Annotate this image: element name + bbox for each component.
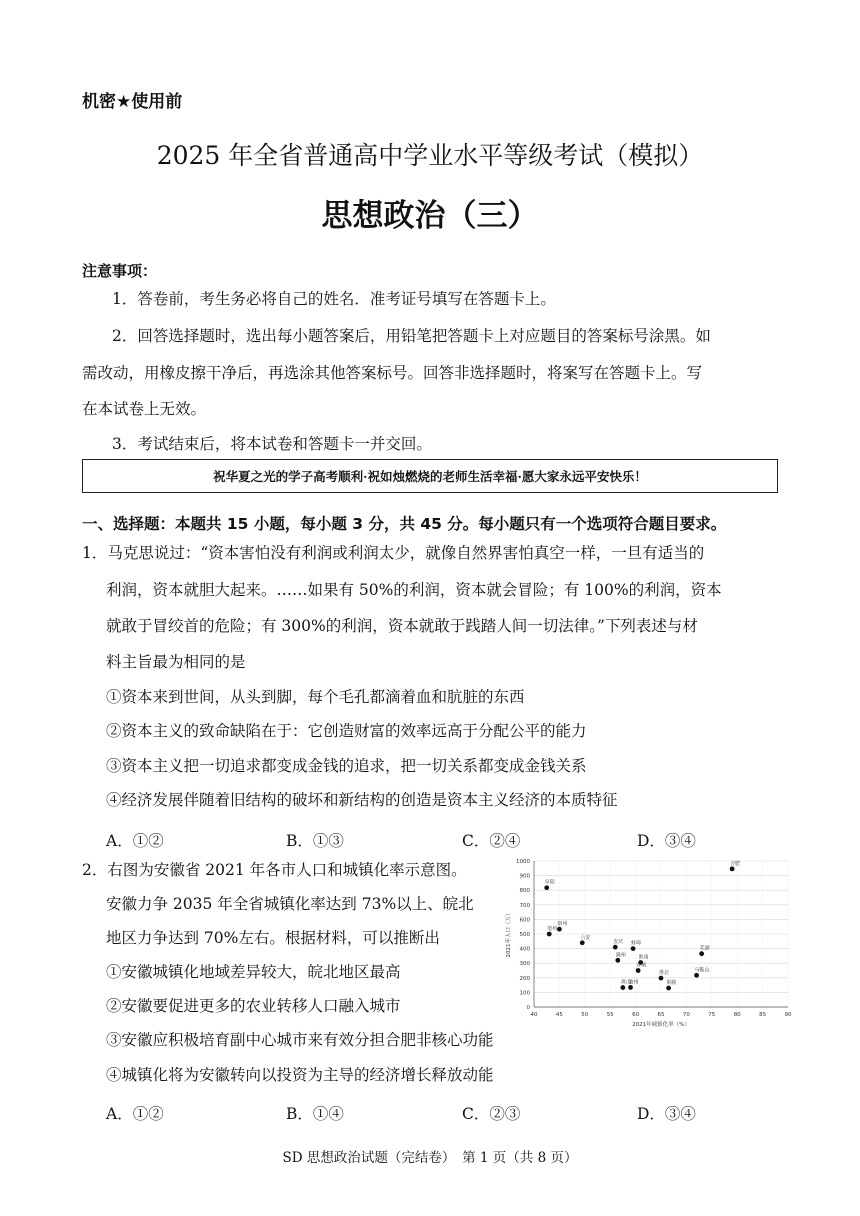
data-point-label: 宣城 (636, 962, 647, 969)
data-point-池州 (628, 985, 633, 990)
confidential-mark: 机密★使用前 (82, 92, 183, 112)
data-point-安庆 (613, 945, 618, 950)
q1-option-d[interactable]: D．③④ (637, 832, 696, 850)
data-point-label: 池州 (628, 979, 639, 986)
x-tick-label: 65 (657, 1012, 665, 1018)
data-point-label: 宿州 (557, 921, 568, 928)
data-point-label: 铜陵 (666, 980, 677, 987)
data-point-label: 合肥 (730, 860, 741, 867)
notes-item-2-line-3: 在本试卷上无效。 (82, 400, 207, 418)
data-point-滁州 (615, 958, 620, 963)
data-point-label: 黄山 (620, 979, 631, 986)
x-tick-label: 50 (581, 1012, 589, 1018)
q2-option-d[interactable]: D．③④ (637, 1105, 696, 1123)
q1-statement-1: ①资本来到世间，从头到脚，每个毛孔都滴着血和肮脏的东西 (106, 688, 525, 706)
q2-statement-2: ②安徽要促进更多的农业转移人口融入城市 (106, 997, 401, 1015)
q1-line-2: 利润，资本就胆大起来。……如果有 50%的利润，资本就会冒险；有 100%的利润，资本 (106, 581, 722, 599)
data-point-芜湖 (699, 951, 704, 956)
q2-line-3: 地区力争达到 70%左右。根据材料，可以推断出 (106, 929, 440, 947)
y-tick-label: 500 (519, 932, 530, 938)
data-point-label: 淮北 (659, 970, 670, 977)
q1-option-a[interactable]: A．①② (106, 832, 164, 850)
data-point-label: 马鞍山 (694, 967, 710, 974)
y-tick-label: 200 (519, 975, 530, 982)
q1-option-c[interactable]: C．②④ (462, 832, 521, 850)
data-point-亳州 (547, 932, 552, 937)
y-tick-label: 800 (519, 888, 530, 895)
y-tick-label: 0 (526, 1005, 530, 1011)
data-point-label: 六安 (580, 934, 591, 941)
y-tick-label: 300 (519, 961, 530, 968)
x-tick-label: 45 (555, 1012, 563, 1018)
notes-heading: 注意事项： (82, 262, 158, 280)
q2-statement-1: ①安徽城镇化地域差异较大，皖北地区最高 (106, 963, 401, 981)
notes-item-3: 3．考试结束后，将本试卷和答题卡一并交回。 (112, 435, 432, 453)
data-point-合肥 (730, 866, 735, 871)
data-point-label: 亳州 (547, 926, 558, 932)
q1-statement-3: ③资本主义把一切追求都变成金钱的追求，把一切关系都变成金钱关系 (106, 757, 587, 775)
data-point-label: 淮南 (638, 954, 649, 961)
data-point-铜陵 (666, 986, 671, 991)
q2-option-b[interactable]: B．①④ (286, 1105, 344, 1123)
q1-statement-4: ④经济发展伴随着旧结构的破坏和新结构的创造是资本主义经济的本质特征 (106, 791, 618, 809)
data-point-淮北 (659, 976, 664, 981)
y-axis-label: 2021年人口（万） (506, 910, 512, 958)
x-tick-label: 55 (606, 1012, 614, 1018)
data-point-label: 芜湖 (699, 945, 710, 952)
population-urbanization-chart (500, 855, 796, 1030)
notes-item-2-line-1: 2．回答选择题时，选出每小题答案后，用铅笔把答题卡上对应题目的答案标号涂黑。如 (112, 327, 711, 345)
data-point-黄山 (621, 985, 626, 990)
q2-option-a[interactable]: A．①② (106, 1105, 164, 1123)
y-tick-label: 100 (519, 990, 530, 997)
q2-statement-3: ③安徽应积极培育副中心城市来有效分担合肥非核心功能 (106, 1031, 494, 1049)
q2-line-2: 安徽力争 2035 年全省城镇化率达到 73%以上、皖北 (106, 895, 474, 913)
x-tick-label: 90 (784, 1012, 792, 1018)
notes-item-1: 1．答卷前，考生务必将自己的姓名．准考证号填写在答题卡上。 (112, 290, 556, 308)
data-point-六安 (580, 940, 585, 945)
x-tick-label: 80 (733, 1012, 741, 1018)
q2-statement-4: ④城镇化将为安徽转向以投资为主导的经济增长释放动能 (106, 1066, 494, 1084)
subject-title: 思想政治（三） (321, 198, 539, 234)
q1-statement-2: ②资本主义的致命缺陷在于：它创造财富的效率远高于分配公平的能力 (106, 722, 587, 740)
data-point-label: 安庆 (613, 939, 624, 946)
exam-title: 2025 年全省普通高中学业水平等级考试（模拟） (156, 141, 704, 170)
motto-box (82, 459, 778, 493)
y-tick-label: 400 (519, 946, 530, 953)
q1-line-1: 1．马克思说过：“资本害怕没有利润或利润太少，就像自然界害怕真空一样，一旦有适当的 (82, 544, 705, 562)
x-tick-label: 40 (530, 1012, 538, 1018)
q2-line-1: 2．右图为安徽省 2021 年各市人口和城镇化率示意图。 (82, 861, 467, 879)
section-1-heading: 一、选择题：本题共 15 小题，每小题 3 分，共 45 分。每小题只有一个选项符合题目要求。 (82, 515, 727, 533)
q1-option-b[interactable]: B．①③ (286, 832, 344, 850)
q2-option-c[interactable]: C．②③ (462, 1105, 521, 1123)
x-tick-label: 70 (682, 1012, 690, 1018)
data-point-label: 滁州 (615, 952, 626, 959)
x-tick-label: 60 (632, 1012, 640, 1018)
y-tick-label: 1000 (516, 859, 530, 865)
q1-line-4: 料主旨最为相同的是 (106, 653, 246, 671)
q1-line-3: 就敢于冒绞首的危险；有 300%的利润，资本就敢于践踏人间一切法律。”下列表述与材 (106, 617, 698, 635)
x-axis-label: 2021年城镇化率（%） (632, 1022, 690, 1028)
data-point-宣城 (636, 968, 641, 973)
x-tick-label: 75 (708, 1012, 716, 1018)
data-point-label: 阜阳 (544, 879, 555, 886)
y-tick-label: 900 (519, 873, 530, 880)
page-footer: SD 思想政治试题（完结卷） 第 1 页（共 8 页） (282, 1150, 578, 1166)
notes-item-2-line-2: 需改动，用橡皮擦干净后，再选涂其他答案标号。回答非选择题时，将案写在答题卡上。写 (82, 364, 703, 382)
data-point-阜阳 (544, 885, 549, 890)
data-point-label: 蚌埠 (631, 940, 642, 947)
motto-text: 祝华夏之光的学子高考顺利·祝如烛燃烧的老师生活幸福·愿大家永远平安快乐！ (213, 469, 647, 484)
data-point-马鞍山 (694, 973, 699, 978)
data-point-蚌埠 (631, 946, 636, 951)
y-tick-label: 700 (519, 902, 530, 909)
y-tick-label: 600 (519, 917, 530, 924)
x-tick-label: 85 (759, 1012, 767, 1018)
data-point-宿州 (557, 927, 562, 932)
